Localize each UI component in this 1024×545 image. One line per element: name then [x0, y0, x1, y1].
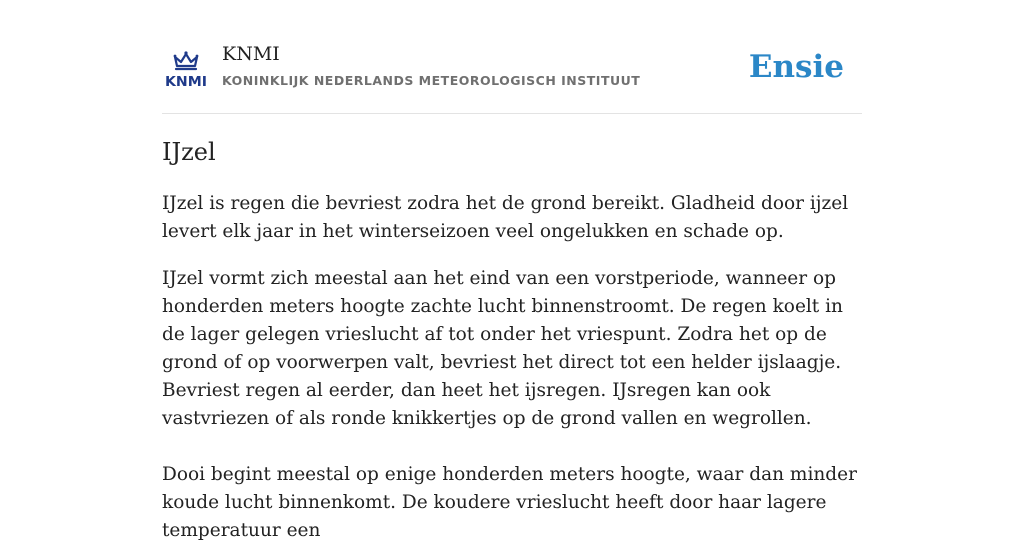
knmi-logo-icon[interactable] — [164, 50, 208, 88]
article-paragraph: Dooi begint meestal op enige honderden meters hoogte, waar dan minder koude lucht binnenkomt. De koudere vrieslucht heeft door haar lagere temperatuur een — [162, 464, 857, 541]
ensie-brand-logo[interactable]: Ensie — [748, 49, 844, 85]
article-paragraph: IJzel vormt zich meestal aan het eind van een vorstperiode, wanneer op honderden meters hoogte zachte lucht binnenstroomt. De regen koelt in de lager gelegen vrieslucht af tot onder het vriespunt. Zodra het op de grond of op voorwerpen valt, bevriest het direct tot een helder ijslaagje. Bevriest regen al eerder, dan heet het ijsregen. IJsregen kan ook vastvriezen of als ronde knikkertjes op de grond vallen en wegrollen. — [162, 268, 843, 429]
article-title: IJzel — [162, 138, 216, 166]
org-name[interactable]: KNMI — [222, 43, 280, 65]
article-body — [162, 190, 862, 545]
site-header — [162, 40, 862, 114]
article-paragraph-lead: IJzel is regen die bevriest zodra het de grond bereikt. Gladheid door ijzel levert elk jaar in het winterseizoen veel ongelukken en schade op. — [162, 193, 849, 242]
org-full-name: KONINKLIJK NEDERLANDS METEOROLOGISCH INSTITUUT — [222, 73, 641, 88]
logo-text: KNMI — [165, 75, 207, 90]
